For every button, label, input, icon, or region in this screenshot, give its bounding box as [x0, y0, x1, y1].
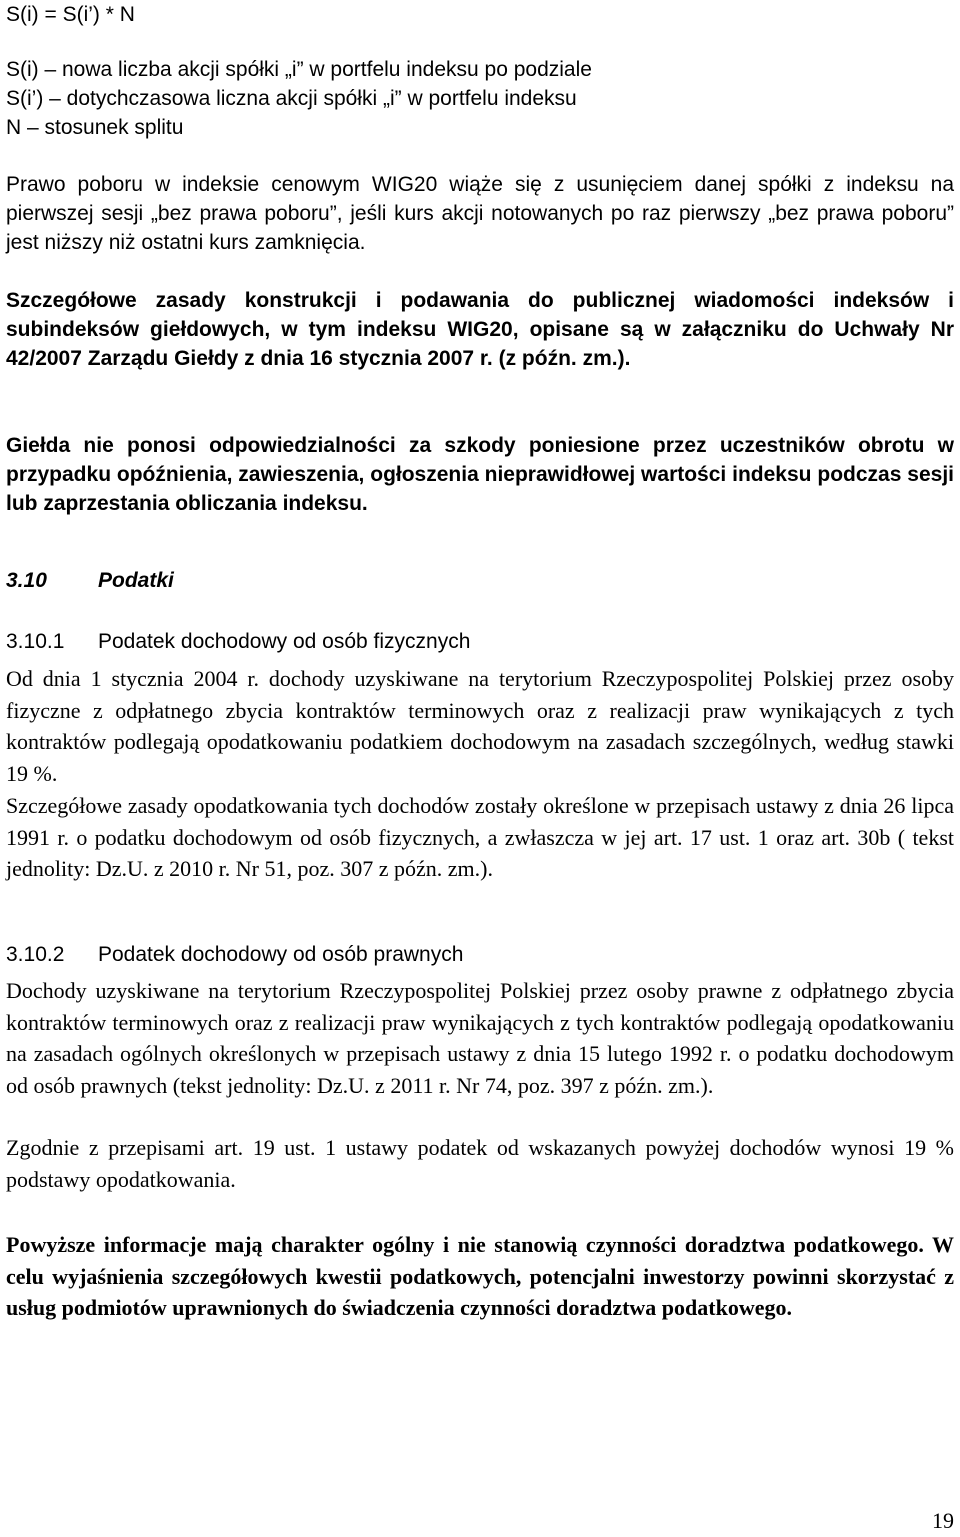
subsection-title: Podatek dochodowy od osób prawnych [98, 943, 464, 966]
paragraph-corporate-tax-rate: Zgodnie z przepisami art. 19 ust. 1 ustawy podatek od wskazanych powyżej dochodów wynosi 19 % podstawy opodatkowania. [6, 1135, 954, 1192]
subsection-title: Podatek dochodowy od osób fizycznych [98, 630, 471, 653]
paragraph-index-rules: Szczegółowe zasady konstrukcji i podawania do publicznej wiadomości indeksów i subindeksów giełdowych, w tym indeksu WIG20, opisane są w załączniku do Uchwały Nr 42/2007 Zarządu Giełdy z dnia 16 stycznia 2007 r. (z późn. zm.). [6, 289, 954, 370]
definition-item: N – stosunek splitu [6, 116, 184, 139]
tax-disclaimer: Powyższe informacje mają charakter ogólny i nie stanowią czynności doradztwa podatkowego. W celu wyjaśnienia szczegółowych kwestii podatkowych, potencjalni inwestorzy powinni skorzystać z usług podmiotów uprawnionych do świadczenia czynności doradztwa podatkowego. [6, 1232, 954, 1320]
subsection-heading-1 [6, 627, 954, 656]
definition-item: S(i) – nowa liczba akcji spółki „i” w portfelu indeksu po podziale [6, 58, 592, 81]
section-number: 3.10 [6, 569, 47, 592]
section-title: Podatki [98, 569, 174, 592]
definitions-list [6, 55, 954, 142]
subsection-number: 3.10.1 [6, 630, 65, 653]
subsection-number: 3.10.2 [6, 943, 65, 966]
subsection-heading-2 [6, 940, 954, 969]
paragraph-subscription-rights: Prawo poboru w indeksie cenowym WIG20 wiąże się z usunięciem danej spółki z indeksu na pierwszej sesji „bez prawa poboru”, jeśli kurs akcji notowanych po raz pierwszy „bez prawa poboru” jest niższy niż ostatni kurs zamknięcia. [6, 173, 954, 254]
split-formula: S(i) = S(i’) * N [6, 3, 135, 26]
paragraph-individual-tax-rules: Szczegółowe zasady opodatkowania tych dochodów zostały określone w przepisach ustawy z dnia 26 lipca 1991 r. o podatku dochodowym od osób fizycznych, a zwłaszcza w jej art. 17 ust. 1 oraz art. 30b ( tekst jednolity: Dz.U. z 2010 r. Nr 51, poz. 307 z późn. zm.). [6, 793, 954, 881]
section-heading [6, 566, 954, 595]
paragraph-liability: Giełda nie ponosi odpowiedzialności za szkody poniesione przez uczestników obrotu w przypadku opóźnienia, zawieszenia, ogłoszenia nieprawidłowej wartości indeksu podczas sesji lub zaprzestania obliczania indeksu. [6, 434, 954, 515]
definition-item: S(i’) – dotychczasowa liczna akcji spółki „i” w portfelu indeksu [6, 87, 577, 110]
page-number: 19 [932, 1508, 954, 1533]
paragraph-corporate-tax: Dochody uzyskiwane na terytorium Rzeczypospolitej Polskiej przez osoby prawne z odpłatnego zbycia kontraktów terminowych oraz z realizacji praw wynikających z tych kontraktów podlegają opodatkowaniu na zasadach ogólnych określonych w przepisach ustawy z dnia 15 lutego 1992 r. o podatku dochodowym od osób prawnych (tekst jednolity: Dz.U. z 2011 r. Nr 74, poz. 397 z późn. zm.). [6, 978, 954, 1098]
paragraph-individual-tax: Od dnia 1 stycznia 2004 r. dochody uzyskiwane na terytorium Rzeczypospolitej Polskiej przez osoby fizyczne z odpłatnego zbycia kontraktów terminowych oraz z realizacji praw wynikających z tych kontraktów podlegają opodatkowaniu podatkiem dochodowym na zasadach szczególnych, według stawki 19 %. [6, 666, 954, 786]
